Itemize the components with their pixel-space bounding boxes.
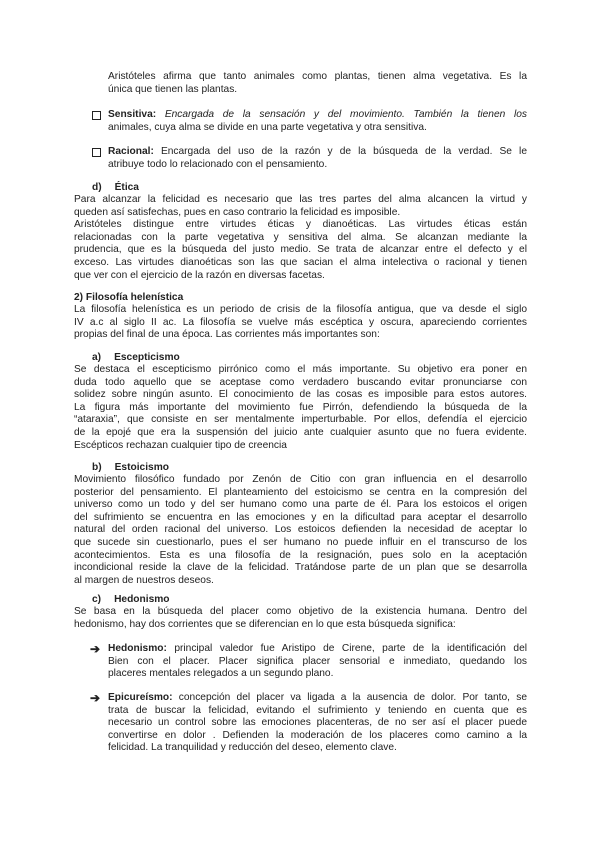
racional-label: Racional: — [108, 146, 154, 157]
etica-heading — [92, 182, 139, 195]
section-title: Estoicismo — [114, 462, 169, 473]
text-line: prudencia, que es la búsqueda del justo medio. Se trata de alcanzar entre el defecto y el — [74, 244, 527, 256]
estoicismo-heading — [92, 462, 169, 475]
escepticismo-paragraph — [74, 364, 527, 452]
text-line: Se destaca el escepticismo pirrónico como el más importante. Su objetivo era poner en — [74, 364, 527, 375]
text-line: La figura más importante del movimiento fue Pirrón, defendiendo la búsqueda de la — [74, 401, 527, 413]
text-line: Aristóteles afirma que tanto animales como plantas, tienen alma vegetativa. Es la — [108, 71, 527, 82]
text-line: La filosofía helenística es un periodo de crisis de la filosofía antigua, que va desde el siglo — [74, 304, 527, 315]
text-line: incondicional reside la clave de la felicidad. Tratándose parte de un plan que se desarrolla — [74, 562, 527, 574]
text-line: necesario un control sobre las emociones placenteras, de no ser así el placer puede — [108, 717, 527, 729]
checkbox-icon — [92, 148, 101, 157]
text-line: posterior del pensamiento. El planteamiento del estoicismo se centra en la compresión del — [74, 486, 527, 498]
text-line: duda todo aquello que se aceptase como verdadero buscando evitar pronunciarse con — [74, 376, 527, 388]
text-line: propias del final de una época. Las corrientes más importantes son: — [74, 329, 380, 341]
hedonismo-paragraph — [74, 606, 527, 631]
text-line: Se basa en la búsqueda del placer como objetivo de la existencia humana. Dentro del — [74, 606, 527, 617]
text-line: relacionadas con la parte vegetativa y sensitiva del alma. Se alcanzan mediante la — [74, 231, 527, 243]
text-line: que sucede sin cuestionarlo, pues el ser humano no puede influir en el transcurso de los — [74, 536, 527, 548]
section-letter: c) — [92, 594, 102, 605]
text-line: única que tienen las plantas. — [108, 83, 238, 95]
text-line: Movimiento filosófico fundado por Zenón de Citio con gran influencia en el desarrollo — [74, 474, 527, 485]
bullet-label: Epicureísmo: — [108, 692, 173, 703]
section-title: Escepticismo — [114, 352, 180, 363]
text-line: Encargada del uso de la razón y de la búsqueda de la verdad. Se le — [153, 146, 527, 157]
helenistica-paragraph — [74, 304, 527, 342]
text-line: solidez sobre ningún asunto. El conocimiento de las cosas es imposible para estos autores. — [74, 389, 527, 401]
text-line: convertirse en dolor . Defienden la moderación de los placeres como camino a la — [108, 729, 527, 741]
text-line: trata de buscar la felicidad, evitando el sufrimiento y teniendo en cuenta que es — [108, 704, 527, 716]
text-line: que ver con el ejercicio de la razón en diversas facetas. — [74, 269, 325, 281]
text-line: “ataraxia”, que consiste en ser mentalmente imperturbable. Por ellos, defendía el ejercicio — [74, 414, 527, 426]
text-line: exceso. Las virtudes dianoéticas son las que sacian el alma intelectiva o racional y tienen — [74, 256, 527, 268]
vegetativa-paragraph — [108, 71, 527, 96]
text-line: queden así satisfechas, pues en caso contrario la felicidad es imposible. — [74, 206, 401, 218]
text-line: universo como un todo y del ser humano como una parte de él. Para los estoicos el origen — [74, 499, 527, 511]
helenistica-heading: 2) Filosofía helenística — [74, 292, 184, 303]
text-line: Bien con el placer. Placer significa placer sensorial e inmediato, quedando los — [108, 655, 527, 667]
text-line: Para alcanzar la felicidad es necesario que las tres partes del alma alcancen la virtud y — [74, 194, 527, 205]
text-line: placeres mentales relegados a un segundo plano. — [108, 668, 334, 680]
text-line: principal valedor fue Aristipo de Cirene, parte de la identificación del — [166, 643, 527, 654]
etica-paragraph — [74, 194, 527, 282]
section-letter: d) — [92, 182, 102, 193]
estoicismo-paragraph — [74, 474, 527, 587]
arrow-bullet-icon: ➔ — [90, 691, 101, 705]
text-line: acontecimientos. Esta es una filosofía de la resignación, pues solo en la aceptación — [74, 549, 527, 561]
text-line: concepción del placer va ligada a la ausencia de dolor. Por tanto, se — [172, 692, 527, 703]
section-letter: a) — [92, 352, 102, 363]
text-line: animales, cuya alma se divide en una parte vegetativa y otra sensitiva. — [108, 121, 427, 133]
arrow-bullet-icon: ➔ — [90, 642, 101, 656]
text-line: Aristóteles distingue entre virtudes éticas y dianoéticas. Las virtudes éticas están — [74, 219, 527, 231]
section-letter: b) — [92, 462, 102, 473]
text-line: al margen de nuestros deseos. — [74, 574, 214, 586]
bullet-label: Hedonismo: — [108, 643, 167, 654]
text-line: Encargada de la sensación y del movimiento. También la tienen los — [156, 109, 527, 120]
text-line: natural del orden racional del universo. Los estoicos defienden la necesidad de aceptar lo — [74, 524, 527, 536]
text-line: hedonismo, hay dos corrientes que se diferencian en lo que esta búsqueda significa: — [74, 618, 456, 630]
hedonismo-heading — [92, 594, 170, 607]
text-line: del sufrimiento se encuentra en las emociones y en la dificultad para aceptar el desarrollo — [74, 511, 527, 523]
text-line: felicidad. La tranquilidad y reducción del deseo, elemento clave. — [108, 742, 397, 754]
section-title: Ética — [114, 182, 139, 193]
sensitiva-label: Sensitiva: — [108, 109, 157, 120]
sensitiva-item — [108, 109, 527, 134]
text-line: atribuye todo lo relacionado con el pensamiento. — [108, 158, 328, 170]
checkbox-icon — [92, 111, 101, 120]
text-line: Escépticos rechazan cualquier tipo de creencia — [74, 439, 287, 451]
text-line: IV a.c al siglo II ac. La filosofía se vuelve más escéptica y oscura, apareciendo corrientes — [74, 316, 527, 328]
section-title: Hedonismo — [114, 594, 170, 605]
text-line: de la epojé que era la suspensión del juicio ante cualquier asunto que no fuera evidente. — [74, 426, 527, 438]
hedonismo-bullet — [108, 643, 527, 681]
escepticismo-heading — [92, 352, 180, 365]
racional-item — [108, 146, 527, 171]
epicureismo-bullet — [108, 692, 527, 755]
